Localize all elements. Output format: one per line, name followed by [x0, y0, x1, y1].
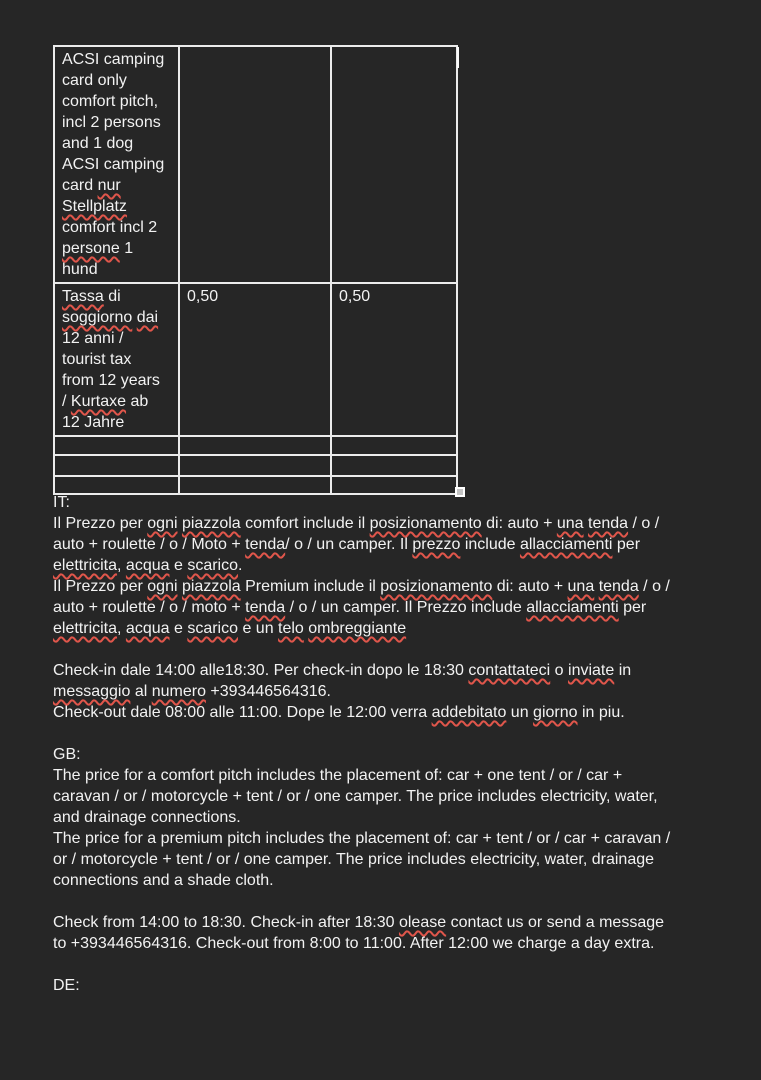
table-row — [54, 46, 457, 283]
text-segment: di: auto + — [481, 515, 557, 532]
text-line — [53, 555, 670, 576]
text-segment: 12 Jahre — [62, 414, 125, 431]
text-line — [62, 307, 172, 328]
misspelled-word: posizionamento — [380, 578, 493, 595]
misspelled-word: contattateci — [468, 662, 551, 679]
text-segment: tourist tax — [62, 351, 132, 368]
misspelled-word: addebitato — [431, 704, 507, 721]
price-table — [53, 45, 458, 495]
text-line — [53, 975, 670, 996]
text-line — [53, 744, 670, 765]
text-segment: and 1 dog — [62, 135, 134, 152]
text-line — [62, 349, 172, 370]
text-segment: GB: — [53, 746, 81, 763]
misspelled-word: tenda — [245, 536, 286, 553]
text-line — [53, 849, 670, 870]
misspelled-word: numero — [151, 683, 206, 700]
text-line — [53, 933, 670, 954]
misspelled-word: allacciamenti — [519, 536, 613, 553]
text-segment: 0,50 — [187, 288, 219, 305]
table-cell[interactable] — [331, 46, 457, 283]
text-line — [62, 217, 172, 238]
text-segment: Check from 14:00 to 18:30. Check-in after 18:30 — [53, 914, 399, 931]
misspelled-word: tenda — [245, 599, 286, 616]
table-cell[interactable] — [179, 436, 331, 455]
text-line — [53, 660, 670, 681]
text-segment: e — [169, 620, 188, 637]
text-line — [53, 912, 670, 933]
text-line — [339, 286, 450, 307]
misspelled-word: nur — [97, 177, 121, 194]
text-line — [53, 765, 670, 786]
text-segment: , — [117, 557, 126, 574]
text-segment: hund — [62, 261, 98, 278]
text-line — [62, 412, 172, 433]
text-segment: / o / un camper. Il — [285, 536, 413, 553]
text-line — [53, 513, 670, 534]
text-segment: in piu. — [577, 704, 625, 721]
misspelled-word: Stellplatz — [62, 198, 127, 215]
text-line — [53, 576, 670, 597]
text-segment: to +393446564316. Check-out from 8:00 to 11:00. After 12:00 we charge a day extra. — [53, 935, 655, 952]
text-segment: include — [460, 536, 520, 553]
text-segment: +393446564316. — [205, 683, 331, 700]
text-line — [62, 70, 172, 91]
misspelled-word: ombreggiante — [308, 620, 407, 637]
text-segment: ACSI camping — [62, 51, 165, 68]
text-line — [53, 870, 670, 891]
table-cell[interactable] — [179, 46, 331, 283]
text-line — [187, 286, 324, 307]
misspelled-word: una — [556, 515, 584, 532]
text-segment: / o / un camper. Il Prezzo include — [285, 599, 527, 616]
text-line — [53, 597, 670, 618]
misspelled-word: prezzo — [412, 536, 461, 553]
table-row — [54, 455, 457, 476]
misspelled-word: Tassa — [62, 288, 104, 305]
text-segment: . — [238, 557, 243, 574]
text-segment: 0,50 — [339, 288, 371, 305]
text-segment: connections and a shade cloth. — [53, 872, 274, 889]
text-segment: or / motorcycle + tent / or / one camper. The price includes electricity, water, drainage — [53, 851, 655, 868]
text-segment: / o / — [638, 578, 670, 595]
text-line — [62, 286, 172, 307]
text-line — [62, 328, 172, 349]
text-segment: Check-out dale 08:00 alle 11:00. Dope le 12:00 verra — [53, 704, 432, 721]
table-cell[interactable] — [54, 436, 179, 455]
text-segment: di — [103, 288, 121, 305]
table-row — [54, 436, 457, 455]
text-segment: / o / — [628, 515, 660, 532]
table-cell[interactable] — [331, 455, 457, 476]
text-segment: Il Prezzo per — [53, 578, 148, 595]
table-cell[interactable] — [179, 283, 331, 436]
misspelled-word: allacciamenti — [526, 599, 619, 616]
text-segment: al — [130, 683, 152, 700]
text-line — [53, 534, 670, 555]
text-segment: Il Prezzo per — [53, 515, 148, 532]
text-segment: ACSI camping — [62, 156, 165, 173]
text-line — [62, 49, 172, 70]
text-line — [62, 112, 172, 133]
misspelled-word: telo — [278, 620, 304, 637]
text-segment: per — [618, 599, 647, 616]
text-line — [62, 91, 172, 112]
text-segment: un — [506, 704, 534, 721]
text-line — [53, 681, 670, 702]
text-segment: Premium include il — [240, 578, 381, 595]
text-segment: card — [62, 177, 98, 194]
misspelled-word: una — [567, 578, 595, 595]
text-line — [53, 492, 670, 513]
text-segment: The price for a premium pitch includes the placement of: car + tent / or / car + caravan / — [53, 830, 671, 847]
text-segment: e — [169, 557, 188, 574]
text-line — [53, 891, 670, 912]
text-segment: DE: — [53, 977, 80, 994]
misspelled-word: inviate — [568, 662, 615, 679]
text-line — [53, 639, 670, 660]
text-segment: Check-in dale 14:00 alle18:30. Per check-in dopo le 18:30 — [53, 662, 469, 679]
text-segment: per — [612, 536, 641, 553]
table-cell[interactable] — [54, 46, 179, 283]
misspelled-word: olease — [398, 914, 447, 931]
text-segment: comfort include il — [240, 515, 370, 532]
table-cell[interactable] — [54, 283, 179, 436]
text-line — [62, 175, 172, 196]
text-line — [53, 954, 670, 975]
table-cell[interactable] — [331, 283, 457, 436]
text-segment: comfort pitch, — [62, 93, 159, 110]
misspelled-word: elettricita — [53, 620, 118, 637]
text-line — [62, 391, 172, 412]
text-segment: / — [62, 393, 71, 410]
text-segment: The price for a comfort pitch includes the placement of: car + one tent / or / car + — [53, 767, 623, 784]
misspelled-word: giorno — [533, 704, 578, 721]
text-line — [53, 828, 670, 849]
text-segment: 1 — [119, 240, 134, 257]
text-segment: o — [550, 662, 569, 679]
text-line — [62, 133, 172, 154]
misspelled-word: piazzola — [181, 515, 241, 532]
text-segment: comfort incl 2 — [62, 219, 158, 236]
text-line — [53, 786, 670, 807]
text-segment: 12 anni / — [62, 330, 124, 347]
table-cell[interactable] — [331, 436, 457, 455]
table-cell[interactable] — [54, 455, 179, 476]
text-line — [62, 238, 172, 259]
text-line — [53, 618, 670, 639]
text-line — [62, 196, 172, 217]
misspelled-word: scarico — [187, 557, 238, 574]
text-segment: di: auto + — [492, 578, 568, 595]
misspelled-word: acqua — [125, 620, 170, 637]
misspelled-word: acqua — [125, 557, 170, 574]
misspelled-word: persone — [62, 240, 120, 257]
misspelled-word: tenda — [598, 578, 639, 595]
text-segment: incl 2 persons — [62, 114, 161, 131]
document-body-text[interactable] — [53, 492, 670, 996]
misspelled-word: ogni — [147, 515, 178, 532]
misspelled-word: piazzola — [181, 578, 241, 595]
text-line — [53, 723, 670, 744]
text-line — [62, 370, 172, 391]
text-line — [62, 154, 172, 175]
misspelled-word: soggiorno — [62, 309, 133, 326]
text-segment: card only — [62, 72, 127, 89]
text-segment: auto + roulette / o / Moto + — [53, 536, 246, 553]
misspelled-word: elettricita — [53, 557, 118, 574]
text-segment: and drainage connections. — [53, 809, 241, 826]
text-segment: contact us or send a message — [446, 914, 665, 931]
text-segment: in — [614, 662, 632, 679]
text-segment: ab — [126, 393, 149, 410]
text-line — [53, 807, 670, 828]
misspelled-word: Kurtaxe — [70, 393, 127, 410]
misspelled-word: messaggio — [53, 683, 131, 700]
text-segment: auto + roulette / o / moto + — [53, 599, 246, 616]
misspelled-word: scarico — [187, 620, 238, 637]
misspelled-word: dai — [136, 309, 159, 326]
table-cell[interactable] — [179, 455, 331, 476]
table-row — [54, 283, 457, 436]
text-segment: caravan / or / motorcycle + tent / or / one camper. The price includes electricity, water, — [53, 788, 658, 805]
text-line — [62, 259, 172, 280]
misspelled-word: ogni — [147, 578, 178, 595]
text-cursor-caret — [457, 47, 459, 68]
text-segment: from 12 years — [62, 372, 160, 389]
text-segment: e un — [238, 620, 279, 637]
text-line — [53, 702, 670, 723]
text-segment: IT: — [53, 494, 70, 511]
misspelled-word: posizionamento — [369, 515, 482, 532]
text-segment: , — [117, 620, 126, 637]
misspelled-word: tenda — [588, 515, 629, 532]
